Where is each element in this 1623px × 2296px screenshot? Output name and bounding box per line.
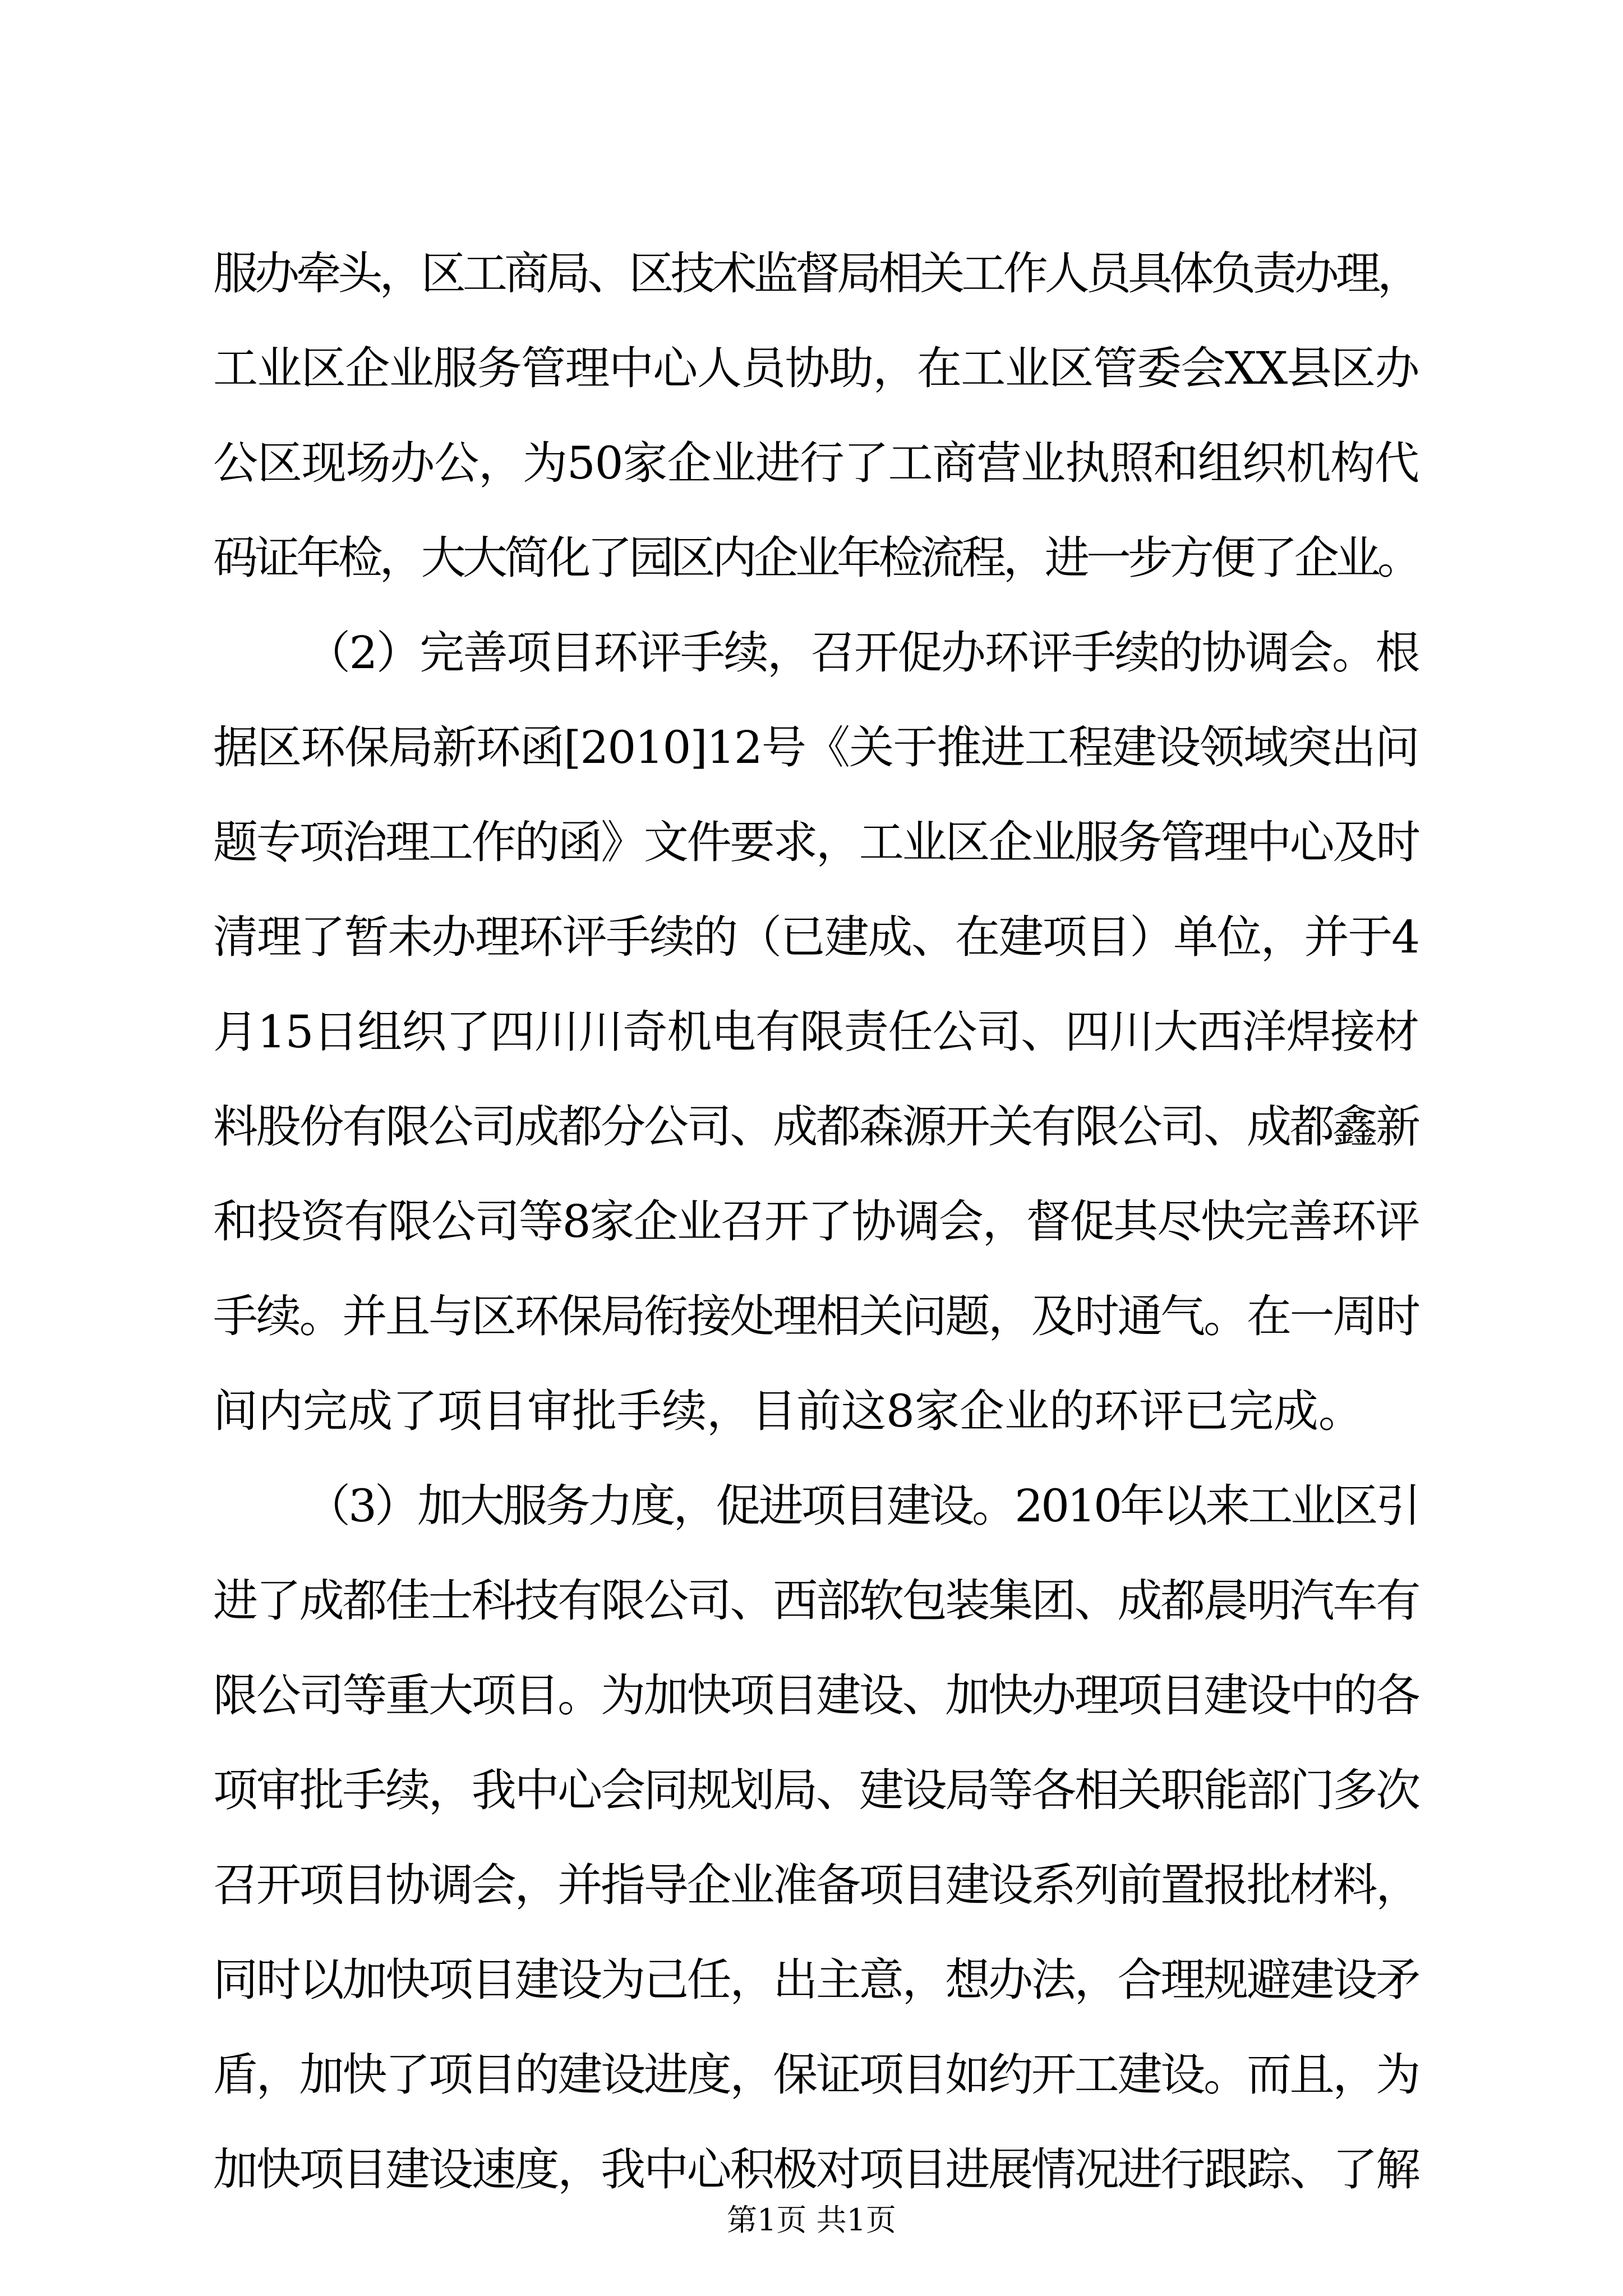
text-line: 项审批手续，我中心会同规划局、建设局等各相关职能部门多次 [213, 1764, 1419, 1816]
paragraph-2-start: （2）完善项目环评手续，召开促办环评手续的协调会。根 [306, 627, 1419, 679]
text-line: 料股份有限公司成都分公司、成都森源开关有限公司、成都鑫新 [213, 1101, 1419, 1153]
text-line: 清理了暂未办理环评手续的（已建成、在建项目）单位，并于4 [213, 911, 1419, 963]
text-line: 题专项治理工作的函》文件要求，工业区企业服务管理中心及时 [213, 816, 1419, 868]
text-line: 据区环保局新环函[2010]12号《关于推进工程建设领域突出问 [213, 721, 1419, 774]
text-line: 加快项目建设速度，我中心积极对项目进展情况进行跟踪、了解 [213, 2143, 1419, 2196]
paragraph-3-start: （3）加大服务力度，促进项目建设。2010年以来工业区引 [306, 1480, 1419, 1532]
text-line: 进了成都佳士科技有限公司、西部软包装集团、成都晨明汽车有 [213, 1575, 1419, 1627]
text-line: 限公司等重大项目。为加快项目建设、加快办理项目建设中的各 [213, 1669, 1419, 1722]
text-line: 服办牵头，区工商局、区技术监督局相关工作人员具体负责办理， [213, 247, 1419, 300]
text-line: 同时以加快项目建设为己任，出主意，想办法，合理规避建设矛 [213, 1954, 1419, 2006]
text-line: 间内完成了项目审批手续，目前这8家企业的环评已完成。 [213, 1385, 1363, 1437]
text-line: 召开项目协调会，并指导企业准备项目建设系列前置报批材料， [213, 1859, 1419, 1911]
text-line: 手续。并且与区环保局衔接处理相关问题，及时通气。在一周时 [213, 1290, 1419, 1342]
text-line: 码证年检，大大简化了园区内企业年检流程，进一步方便了企业。 [213, 532, 1419, 584]
text-line: 工业区企业服务管理中心人员协助，在工业区管委会XX县区办 [213, 342, 1419, 394]
text-line: 盾，加快了项目的建设进度，保证项目如约开工建设。而且，为 [213, 2049, 1419, 2101]
page-footer: 第1页 共1页 [727, 2202, 896, 2238]
text-line: 公区现场办公，为50家企业进行了工商营业执照和组织机构代 [213, 437, 1419, 489]
text-line: 和投资有限公司等8家企业召开了协调会，督促其尽快完善环评 [213, 1195, 1419, 1248]
text-line: 月15日组织了四川川奇机电有限责任公司、四川大西洋焊接材 [213, 1006, 1419, 1058]
